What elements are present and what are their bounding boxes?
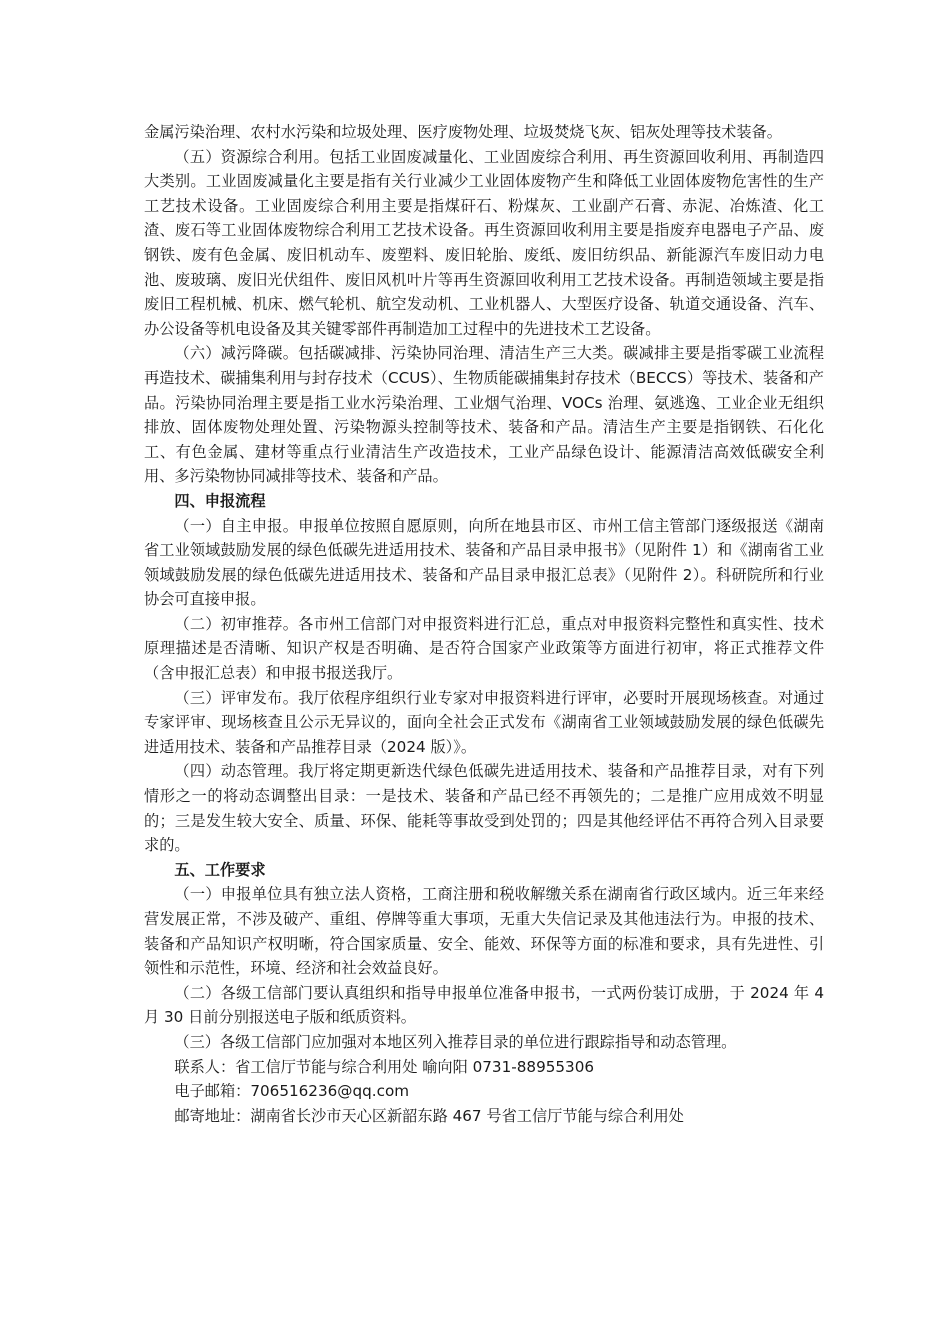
paragraph-applicant-qualification: （一）申报单位具有独立法人资格，工商注册和税收解缴关系在湖南省行政区域内。近三年来经营发展正常，不涉及破产、重组、停牌等重大事项，无重大失信记录及其他违法行为。申报的技术、装备和产品知识产权明晰，符合国家质量、安全、能效、环保等方面的标准和要求，具有先进性、引领性和示范性，环境、经济和社会效益良好。 (144, 885, 824, 978)
contact-person: 联系人：省工信厅节能与综合利用处 喻向阳 0731-88955306 (174, 1057, 595, 1076)
paragraph-submission-deadline: （二）各级工信部门要认真组织和指导申报单位准备申报书，一式两份装订成册，于 2024 年 4 月 30 日前分别报送电子版和纸质资料。 (144, 983, 824, 1027)
contact-mailing-address: 邮寄地址：湖南省长沙市天心区新韶东路 467 号省工信厅节能与综合利用处 (174, 1106, 684, 1125)
paragraph-evaluation-release: （三）评审发布。我厅依程序组织行业专家对申报资料进行评审，必要时开展现场核查。对通过专家评审、现场核查且公示无异议的，面向全社会正式发布《湖南省工业领域鼓励发展的绿色低碳先进适用技术、装备和产品推荐目录（2024 版）》。 (144, 688, 824, 756)
paragraph-dynamic-management: （四）动态管理。我厅将定期更新迭代绿色低碳先进适用技术、装备和产品推荐目录，对有下列情形之一的将动态调整出目录：一是技术、装备和产品已经不再领先的；二是推广应用成效不明显的；三是发生较大安全、质量、环保、能耗等事故受到处罚的；四是其他经评估不再符合列入目录要求的。 (144, 762, 824, 855)
paragraph-pollution-carbon-reduction: （六）减污降碳。包括碳减排、污染协同治理、清洁生产三大类。碳减排主要是指零碳工业流程再造技术、碳捕集利用与封存技术（CCUS）、生物质能碳捕集封存技术（BECCS）等技术、装备和产品。污染协同治理主要是指工业水污染治理、工业烟气治理、VOCs 治理、氨逃逸、工业企业无组织排放、固体废物处理处置、污染物源头控制等技术、装备和产品。清洁生产主要是指钢铁、石化化工、有色金属、建材等重点行业清洁生产改造技术，工业产品绿色设计、能源清洁高效低碳安全利用、多污染物协同减排等技术、装备和产品。 (144, 344, 824, 486)
paragraph-self-application: （一）自主申报。申报单位按照自愿原则，向所在地县市区、市州工信主管部门逐级报送《湖南省工业领域鼓励发展的绿色低碳先进适用技术、装备和产品目录申报书》（见附件 1）和《湖南省工业领域鼓励发展的绿色低碳先进适用技术、装备和产品目录申报汇总表》（见附件 2）。科研院所和行业协会可直接申报。 (144, 516, 824, 609)
paragraph-tracking-guidance: （三）各级工信部门应加强对本地区列入推荐目录的单位进行跟踪指导和动态管理。 (174, 1032, 737, 1051)
document-body (144, 120, 824, 1128)
contact-email: 电子邮箱：706516236@qq.com (174, 1082, 410, 1101)
paragraph-preliminary-review: （二）初审推荐。各市州工信部门对申报资料进行汇总，重点对申报资料完整性和真实性、技术原理描述是否清晰、知识产权是否明确、是否符合国家产业政策等方面进行初审，将正式推荐文件（含申报汇总表）和申报书报送我厅。 (144, 614, 824, 683)
paragraph-resource-utilization: （五）资源综合利用。包括工业固废减量化、工业固废综合利用、再生资源回收利用、再制造四大类别。工业固废减量化主要是指有关行业减少工业固体废物产生和降低工业固体废物危害性的生产工艺技术设备。工业固废综合利用主要是指煤矸石、粉煤灰、工业副产石膏、赤泥、冶炼渣、化工渣、废石等工业固体废物综合利用工艺技术设备。再生资源回收利用主要是指废弃电器电子产品、废钢铁、废有色金属、废旧机动车、废塑料、废旧轮胎、废纸、废旧纺织品、新能源汽车废旧动力电池、废玻璃、废旧光伏组件、废旧风机叶片等再生资源回收利用工艺技术设备。再制造领域主要是指废旧工程机械、机床、燃气轮机、航空发动机、工业机器人、大型医疗设备、轨道交通设备、汽车、办公设备等机电设备及其关键零部件再制造加工过程中的先进技术工艺设备。 (144, 147, 824, 338)
section-heading-work-requirements: 五、工作要求 (174, 860, 266, 879)
continued-paragraph: 金属污染治理、农村水污染和垃圾处理、医疗废物处理、垃圾焚烧飞灰、铝灰处理等技术装备。 (144, 123, 782, 141)
section-heading-application-process: 四、申报流程 (174, 491, 266, 510)
